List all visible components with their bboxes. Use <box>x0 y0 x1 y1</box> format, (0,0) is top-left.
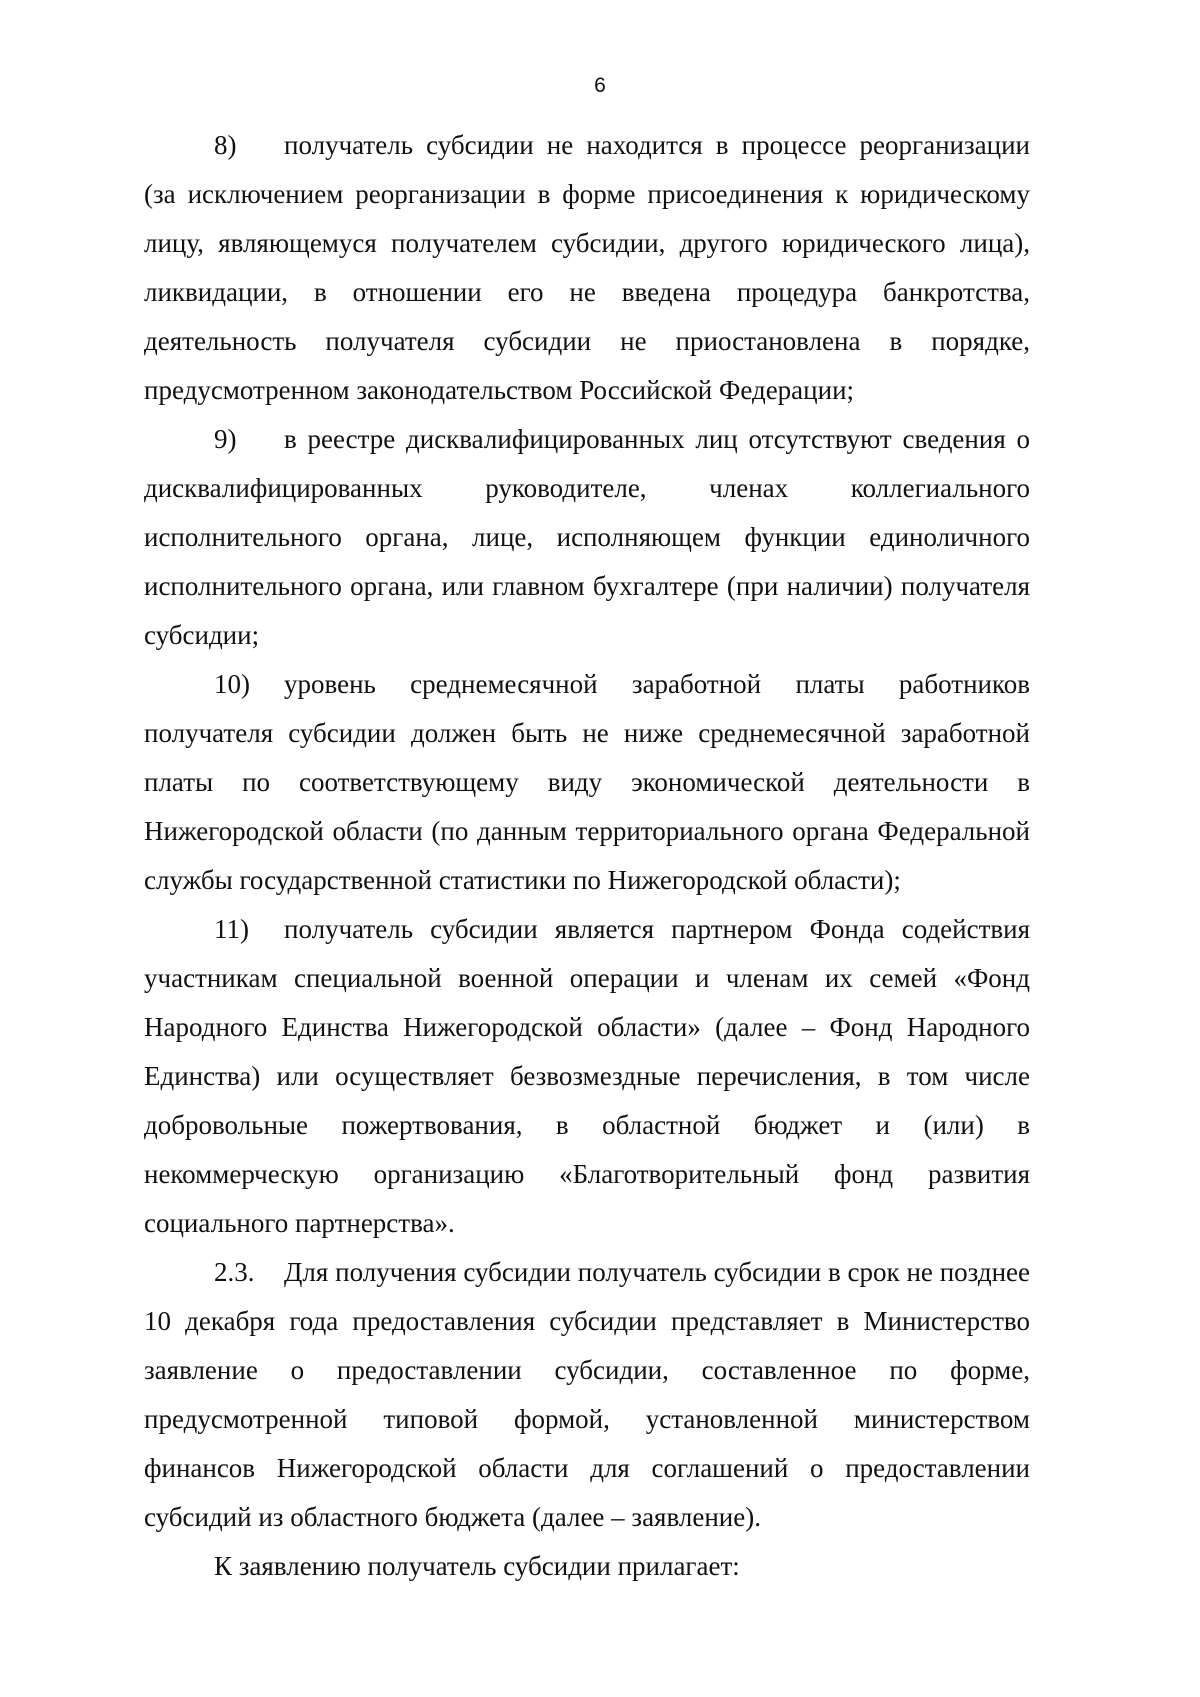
section-text: Для получения субсидии получатель субсидии в срок не позднее 10 декабря года предоставления субсидии представляет в Министерство заявление о предоставлении субсидии, составленное по форме, предусмотренной типовой формой, установленной министерством финансов Нижегородской области для соглашений о предоставлении субсидий из областного бюджета (далее – заявление). <box>144 1257 1030 1532</box>
list-item-10 <box>144 660 1030 905</box>
page-number: 6 <box>594 74 606 97</box>
paragraph-text: К заявлению получатель субсидии прилагает: <box>214 1551 740 1581</box>
list-item-8 <box>144 121 1030 415</box>
section-2-3 <box>144 1248 1030 1542</box>
item-text: уровень среднемесячной заработной платы работников получателя субсидии должен быть не ниже среднемесячной заработной платы по соответствующему виду экономической деятельности в Нижегородской области (по данным территориального органа Федеральной службы государственной статистики по Нижегородской области); <box>144 669 1030 895</box>
item-text: получатель субсидии не находится в процессе реорганизации (за исключением реорганизации в форме присоединения к юридическому лицу, являющемуся получателем субсидии, другого юридического лица), ликвидации, в отношении его не введена процедура банкротства, деятельность получателя субсидии не приостановлена в порядке, предусмотренном законодательством Российской Федерации; <box>144 130 1030 405</box>
item-number: 9) <box>214 424 237 454</box>
list-item-9 <box>144 415 1030 660</box>
item-text: в реестре дисквалифицированных лиц отсутствуют сведения о дисквалифицированных руководителе, членах коллегиального исполнительного органа, лице, исполняющем функции единоличного исполнительного органа, или главном бухгалтере (при наличии) получателя субсидии; <box>144 424 1030 650</box>
section-number: 2.3. <box>214 1257 255 1287</box>
document-body <box>144 121 1030 1591</box>
item-text: получатель субсидии является партнером Фонда содействия участникам специальной военной операции и членам их семей «Фонд Народного Единства Нижегородской области» (далее – Фонд Народного Единства) или осуществляет безвозмездные перечисления, в том числе добровольные пожертвования, в областной бюджет и (или) в некоммерческую организацию «Благотворительный фонд развития социального партнерства». <box>144 914 1030 1238</box>
list-item-11 <box>144 905 1030 1248</box>
item-number: 8) <box>214 130 237 160</box>
item-number: 10) <box>214 669 250 699</box>
attachment-intro <box>144 1542 1030 1591</box>
item-number: 11) <box>214 914 249 944</box>
